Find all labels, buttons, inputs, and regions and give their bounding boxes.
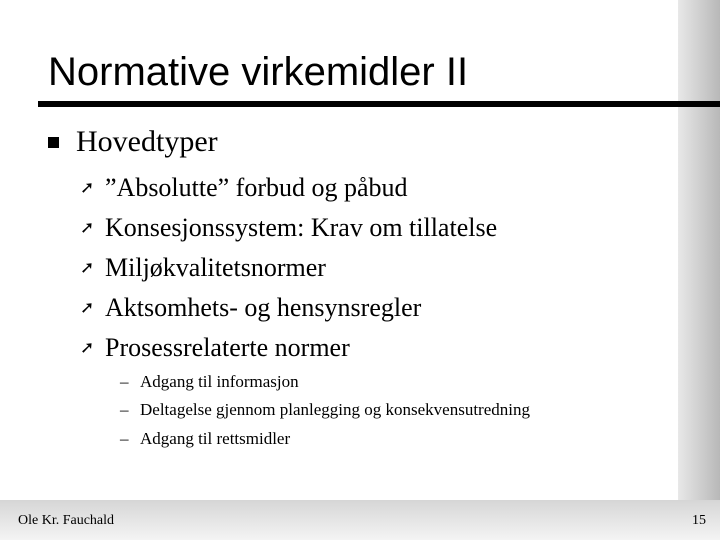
bullet-item-text: Aktsomhets- og hensynsregler [105,293,422,322]
arrow-bullet-icon: ➚ [80,338,95,358]
subbullet-item [120,371,299,393]
slide-title: Normative virkemidler II [48,50,469,94]
bullet-item [80,252,326,284]
bullet-item [80,212,497,244]
dash-bullet-icon: – [120,400,129,419]
arrow-bullet-icon: ➚ [80,298,95,318]
bullet-level1-text: Hovedtyper [76,125,218,158]
bullet-item [80,292,421,324]
subbullet-item [120,399,530,421]
subbullet-item-text: Adgang til rettsmidler [140,429,291,448]
square-bullet-icon [48,137,59,148]
dash-bullet-icon: – [120,372,129,391]
subbullet-item-text: Deltagelse gjennom planlegging og konsekvensutredning [140,400,530,419]
bullet-item [80,332,350,364]
arrow-bullet-icon: ➚ [80,218,95,238]
page-number: 15 [692,513,706,528]
bullet-item [80,172,408,204]
arrow-bullet-icon: ➚ [80,178,95,198]
dash-bullet-icon: – [120,429,129,448]
arrow-bullet-icon: ➚ [80,258,95,278]
footer-author: Ole Kr. Fauchald [18,513,115,528]
subbullet-item-text: Adgang til informasjon [140,372,299,391]
title-underline [38,101,720,107]
subbullet-item [120,428,290,450]
bullet-item-text: Konsesjonssystem: Krav om tillatelse [105,213,498,242]
bullet-item-text: Miljøkvalitetsnormer [105,253,326,282]
bullet-item-text: Prosessrelaterte normer [105,333,350,362]
decorative-side-strip [678,0,720,500]
bullet-item-text: ”Absolutte” forbud og påbud [105,173,408,202]
bullet-level1 [48,124,218,160]
